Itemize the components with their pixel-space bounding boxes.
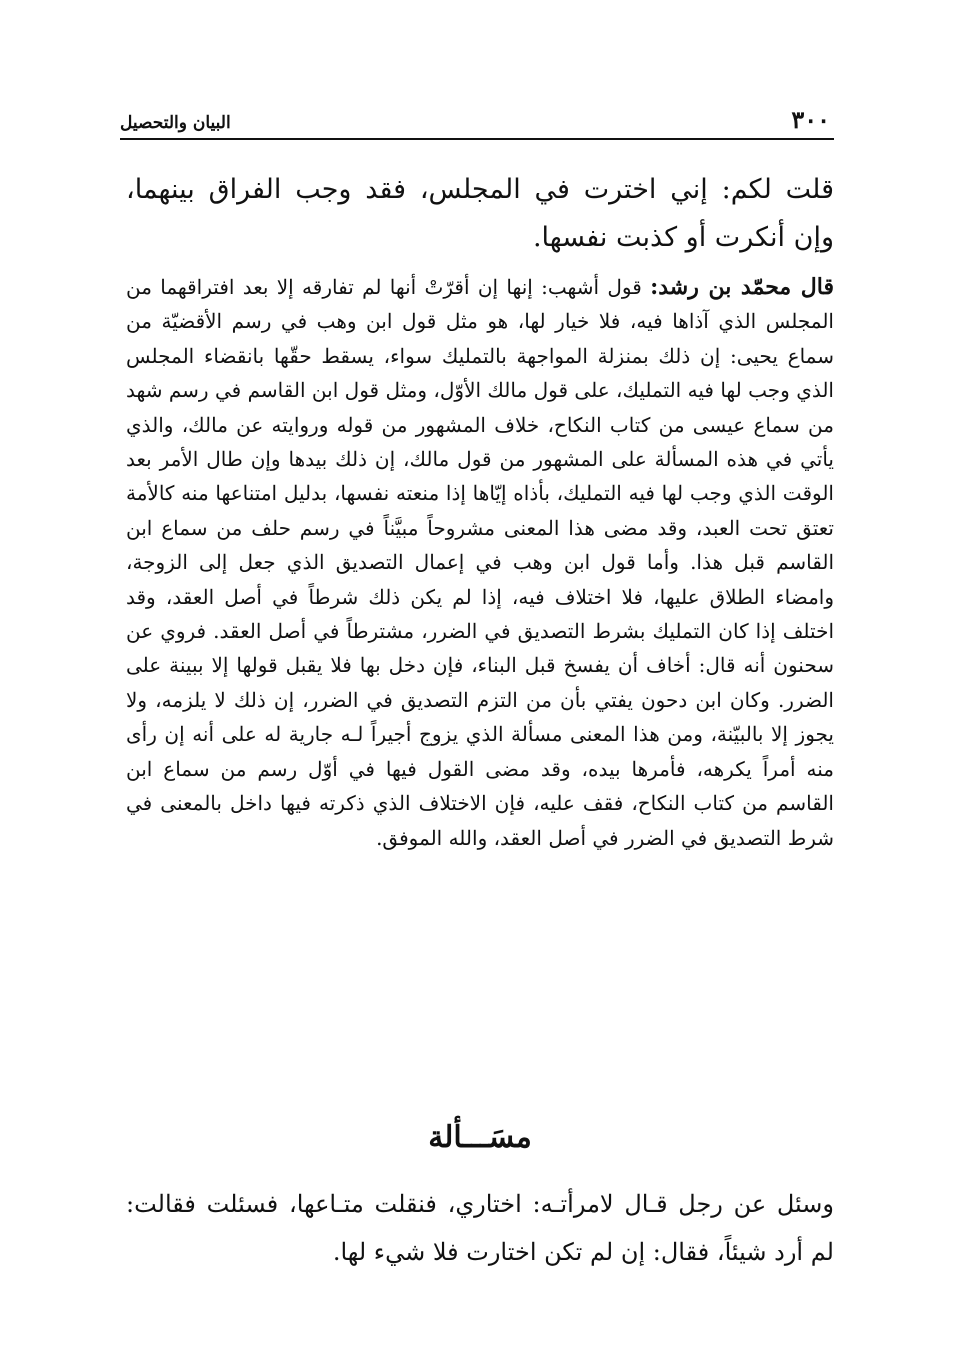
- book-title: البيان والتحصيل: [120, 113, 231, 133]
- paragraph-question: قلت لكم: إني اخترت في المجلس، فقد وجب الفراق بينهما، وإن أنكرت أو كذبت نفسها.: [126, 174, 834, 253]
- running-head: [120, 92, 830, 132]
- commentary-text: قول أشهب: إنها إن أقرّتْ أنها لم تفارقه إلا بعد افتراقهما من المجلس الذي آذاها فيه، فلا خيار لها، هو مثل قول ابن وهب في رسم الأقضيّة من سماع يحيى: إن ذلك بمنزلة المواجهة بالتمليك سواء، يسقط حقّها بانقضاء المجلس الذي وجب لها فيه التمليك، على قول مالك الأوّل، ومثل قول ابن القاسم في رسم شهد من سماع عيسى من كتاب النكاح، خلاف المشهور من قوله وروايته عن مالك، والذي يأتي في هذه المسألة على المشهور من قول مالك، إن ذلك بيدها وإن طال الأمر بعد الوقت الذي وجب لها فيه التمليك، بأذاه إيّاها إذا منعته نفسها، بدليل امتناعها منه كالأمة تعتق تحت العبد، وقد مضى هذا المعنى مشروحاً مبيَّناً في رسم حلف من سماع ابن القاسم قبل هذا. وأما قول ابن وهب في إعمال التصديق الذي جعل إلى الزوجة، وامضاء الطلاق عليها، فلا اختلاف فيه، إذا لم يكن ذلك شرطاً في أصل العقد، وقد اختلف إذا كان التمليك بشرط التصديق في الضرر، مشترطاً في أصل العقد. فروي عن سحنون أنه قال: أخاف أن يفسخ قبل البناء، فإن دخل بها فلا يقبل قولها إلا ببينة على الضرر. وكان ابن دحون يفتي بأن من التزم التصديق في الضرر، إن ذلك لا يلزمه، ولا يجوز إلا بالبيّنة، ومن هذا المعنى مسألة الذي يزوج أجيراً لـه جارية له على أنه إن رأى منه أمراً يكرهه، فأمرها بيده، وقد مضى القول فيها في أوّل رسم من سماع ابن القاسم من كتاب النكاح، فقف عليه، فإن الاختلاف الذي ذكرته فيها داخل بالمعنى في شرط التصديق في الضرر في أصل العقد، والله الموفق.: [126, 275, 834, 850]
- page-number: ٣٠٠: [791, 105, 830, 134]
- section-heading: مسَـــألة: [428, 1120, 532, 1155]
- paragraph-commentary: [126, 270, 834, 855]
- header-rule: [120, 138, 834, 140]
- paragraph-new-question: وسئل عن رجل قـال لامرأتـه: اختاري، فنقلت متـاعها، فسئلت فقالت: لم أرد شيئاً، فقال: إن لم تكن اختارت فلا شيء لها.: [126, 1190, 834, 1266]
- commentary-lead: قال محمّد بن رشد:: [650, 274, 835, 300]
